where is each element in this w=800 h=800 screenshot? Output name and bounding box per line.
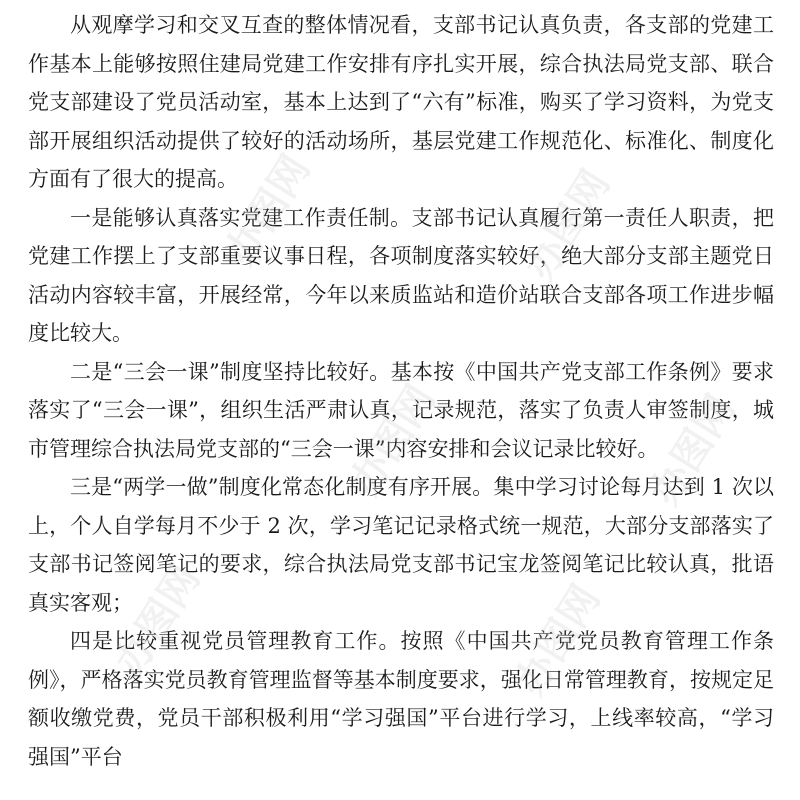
paragraph-point-one: 一是能够认真落实党建工作责任制。支部书记认真履行第一责任人职责，把党建工作摆上了支部重要议事日程，各项制度落实较好，绝大部分支部主题党日活动内容较丰富，开展经常，今年以来质监站和造价站联合支部各项工作进步幅度比较大。 [28,205,774,345]
watermark: 办图网 [341,377,445,504]
watermark: 办图网 [516,162,620,289]
paragraph-point-two: 二是“三会一课”制度坚持比较好。基本按《中国共产党支部工作条例》要求落实了“三会一课”，组织生活严肃认真，记录规范，落实了负责人审签制度，城市管理综合执法局党支部的“三会一课”内容安排和会议记录比较好。 [28,359,774,461]
watermark: 办图网 [216,147,320,274]
paragraph-point-four: 四是比较重视党员管理教育工作。按照《中国共产党党员教育管理工作条例》，严格落实党员教育管理监督等基本制度要求，强化日常管理教育，按规定足额收缴党费，党员干部积极利用“学习强国”平台进行学习，上线率较高，“学习强国”平台 [28,629,774,769]
watermark: 办图网 [641,387,745,514]
watermark: 办图网 [106,557,210,684]
watermark: 办图网 [506,577,610,704]
paragraph-point-three: 三是“两学一做”制度化常态化制度有序开展。集中学习讨论每月达到 1 次以上，个人自学每月不少于 2 次，学习笔记记录格式统一规范，大部分支部落实了支部书记签阅笔记的要求，综合执法局党支部书记宝龙签阅笔记比较认真，批语真实客观； [28,475,774,615]
paragraph-summary: 从观摩学习和交叉互查的整体情况看，支部书记认真负责，各支部的党建工作基本上能够按照住建局党建工作安排有序扎实开展，综合执法局党支部、联合党支部建设了党员活动室，基本上达到了“六有”标准，购买了学习资料，为党支部开展组织活动提供了较好的活动场所，基层党建工作规范化、标准化、制度化方面有了很大的提高。 [28,13,774,191]
